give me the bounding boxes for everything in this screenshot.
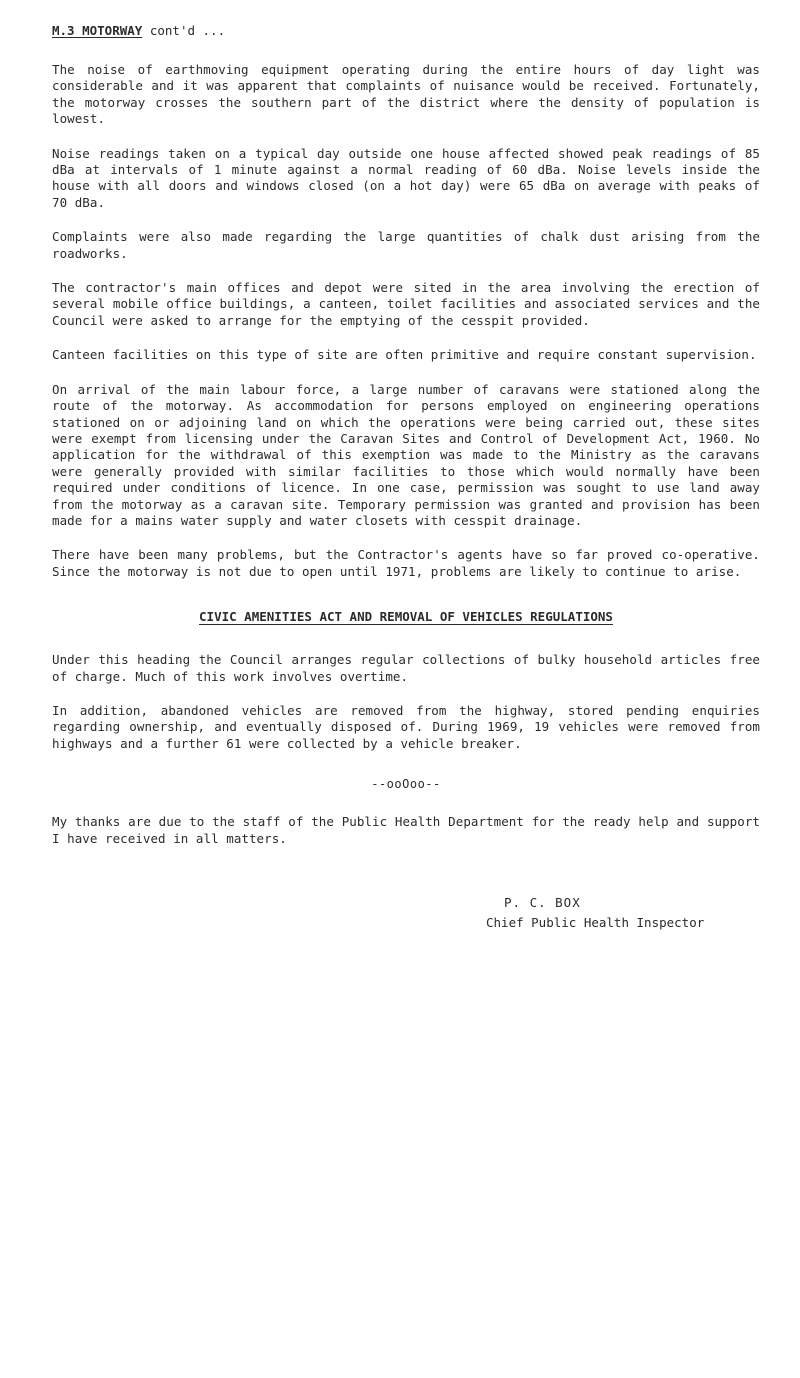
paragraph-canteen: Canteen facilities on this type of site are often primitive and require constant supervision. [52, 347, 757, 363]
paragraph-noise-readings: Noise readings taken on a typical day outside one house affected showed peak readings of 85 dBa at intervals of 1 minute against a normal reading of 60 dBa. Noise levels inside the house with all doors and windows closed (on a hot day) were 65 dBa on average with peaks of 70 dBa. [52, 145, 760, 210]
paragraph-earthmoving-noise: The noise of earthmoving equipment operating during the entire hours of day light was considerable and it was apparent that complaints of nuisance would be received. Fortunately, the motorway crosses the southern part of the district where the density of population is lowest. [52, 62, 760, 127]
page-header [52, 22, 760, 40]
paragraph-abandoned-vehicles: In addition, abandoned vehicles are removed from the highway, stored pending enquiries regarding ownership, and eventually disposed of. During 1969, 19 vehicles were removed from highways and a further 61 were collected by a vehicle breaker. [52, 702, 760, 751]
paragraph-caravans: On arrival of the main labour force, a large number of caravans were stationed along the route of the motorway. As accommodation for persons employed on engineering operations stationed on or adjoining land on which the operations were being carried out, these sites were exempt from licensing under the Caravan Sites and Control of Development Act, 1960. No application for the withdrawal of this exemption was made to the Ministry as the caravans were generally provided with similar facilities to those which would normally have been required under conditions of licence. In one case, permission was sought to use land away from the motorway as a caravan site. Temporary permission was granted and provision has been made for a mains water supply and water closets with cesspit drainage. [52, 381, 760, 528]
paragraph-contractor-offices: The contractor's main offices and depot were sited in the area involving the erection of several mobile office buildings, a canteen, toilet facilities and associated services and the Council were asked to arrange for the emptying of the cesspit provided. [52, 280, 760, 328]
signature-title: Chief Public Health Inspector [486, 915, 705, 930]
signature-name: P. C. BOX [504, 895, 581, 910]
section-separator: --ooOoo-- [371, 777, 441, 792]
civic-amenities-heading: CIVIC AMENITIES ACT AND REMOVAL OF VEHICLES REGULATIONS [199, 609, 613, 625]
paragraph-problems: There have been many problems, but the Contractor's agents have so far proved co-operative. Since the motorway is not due to open until 1971, problems are likely to continue to arise. [52, 547, 760, 579]
paragraph-bulky-collections: Under this heading the Council arranges regular collections of bulky household articles free of charge. Much of this work involves overtime. [52, 652, 760, 684]
signature-block [438, 893, 760, 933]
section-continued: cont'd ... [142, 23, 226, 38]
paragraph-thanks: My thanks are due to the staff of the Public Health Department for the ready help and support I have received in all matters. [52, 814, 760, 846]
paragraph-chalk-dust: Complaints were also made regarding the large quantities of chalk dust arising from the roadworks. [52, 229, 760, 261]
section-title: M.3 MOTORWAY [52, 23, 143, 38]
